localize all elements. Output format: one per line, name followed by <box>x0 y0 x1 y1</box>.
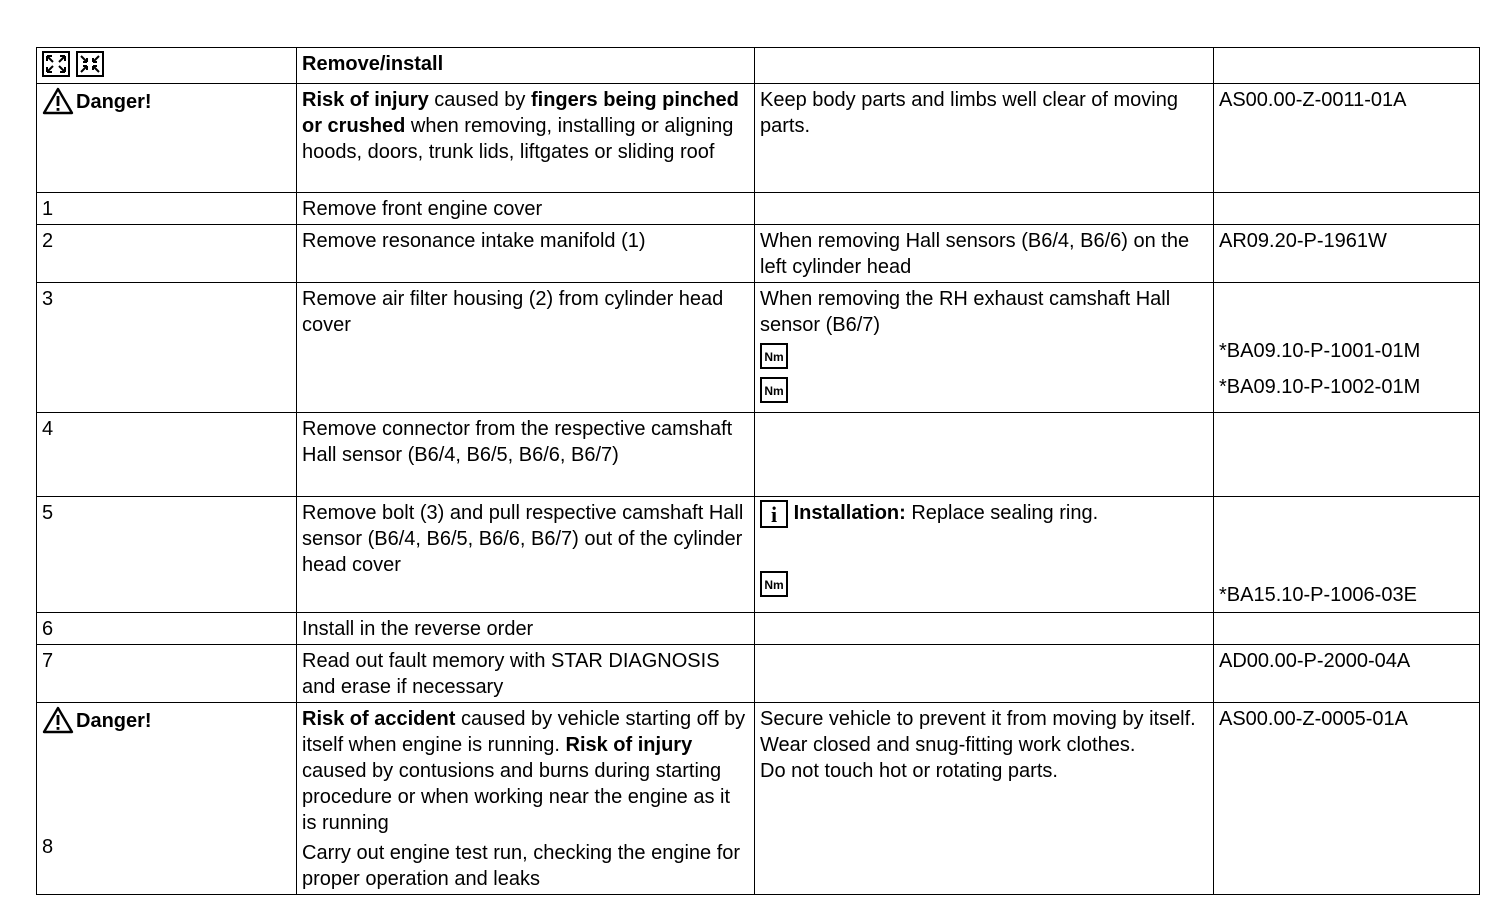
collapse-icon[interactable] <box>76 51 104 77</box>
step-text: Remove air filter housing (2) from cylinder head cover <box>297 283 755 413</box>
torque-nm-icon[interactable] <box>760 343 788 369</box>
warning-triangle-icon <box>42 706 74 734</box>
step-number: 2 <box>37 225 297 283</box>
header-icons-cell <box>37 48 297 84</box>
step-text: Remove connector from the respective camshaft Hall sensor (B6/4, B6/5, B6/6, B6/7) <box>297 413 755 497</box>
step-number: 6 <box>37 613 297 645</box>
svg-text:Nm: Nm <box>764 577 784 592</box>
step-number: 8 <box>42 836 54 858</box>
danger-label: Danger! <box>76 710 152 732</box>
header-title-cell <box>297 48 755 84</box>
danger-row-2 <box>37 703 1480 895</box>
torque-nm-icon[interactable] <box>760 571 788 597</box>
step-number: 7 <box>37 645 297 703</box>
svg-text:Nm: Nm <box>764 384 784 399</box>
danger-2-ref[interactable]: AS00.00-Z-0005-01A <box>1214 703 1480 895</box>
step-row-7 <box>37 645 1480 703</box>
step-text: Remove front engine cover <box>297 193 755 225</box>
step-number: 5 <box>37 497 297 613</box>
step-note: When removing Hall sensors (B6/4, B6/6) on the left cylinder head <box>755 225 1214 283</box>
danger-2-description: Risk of accident caused by vehicle starting off by itself when engine is running. Risk of injury caused by contusions and burns during starting procedure or when working near the engine as it is running <box>302 708 746 834</box>
danger-2-actions: Secure vehicle to prevent it from moving by itself. Wear closed and snug-fitting work clothes. Do not touch hot or rotating parts. <box>755 703 1214 895</box>
step-ref[interactable]: *BA09.10-P-1002-01M <box>1219 376 1421 398</box>
step-number: 3 <box>37 283 297 413</box>
step-number: 1 <box>37 193 297 225</box>
info-icon <box>760 500 788 528</box>
step-ref[interactable]: *BA09.10-P-1001-01M <box>1219 340 1421 362</box>
step-row-1 <box>37 193 1480 225</box>
step-ref-cell <box>1214 283 1480 413</box>
warning-triangle-icon <box>42 87 74 115</box>
step-row-3 <box>37 283 1480 413</box>
step-ref[interactable]: AR09.20-P-1961W <box>1214 225 1480 283</box>
step-ref-cell <box>1214 497 1480 613</box>
step-row-5 <box>37 497 1480 613</box>
torque-nm-icon[interactable] <box>760 377 788 403</box>
step-row-6 <box>37 613 1480 645</box>
danger-1-action: Keep body parts and limbs well clear of moving parts. <box>755 84 1214 193</box>
step-ref[interactable]: *BA15.10-P-1006-03E <box>1219 584 1417 606</box>
step-text: Read out fault memory with STAR DIAGNOSIS and erase if necessary <box>297 645 755 703</box>
svg-text:i: i <box>770 502 778 527</box>
step-text: Remove resonance intake manifold (1) <box>297 225 755 283</box>
header-title: Remove/install <box>302 53 444 75</box>
procedure-table <box>36 47 1480 895</box>
danger-row-1 <box>37 84 1480 193</box>
svg-text:Nm: Nm <box>764 349 784 364</box>
step-note: When removing the RH exhaust camshaft Hall sensor (B6/7) <box>760 288 1171 336</box>
step-row-2 <box>37 225 1480 283</box>
step-note-cell <box>755 497 1214 613</box>
danger-label: Danger! <box>76 91 152 113</box>
expand-icon[interactable] <box>42 51 70 77</box>
danger-1-ref[interactable]: AS00.00-Z-0011-01A <box>1214 84 1480 193</box>
step-text: Install in the reverse order <box>297 613 755 645</box>
installation-text: Replace sealing ring. <box>905 502 1099 524</box>
step-text: Remove bolt (3) and pull respective camshaft Hall sensor (B6/4, B6/5, B6/6, B6/7) out of the cylinder head cover <box>297 497 755 613</box>
installation-label: Installation: <box>793 502 906 524</box>
step-number: 4 <box>37 413 297 497</box>
step-ref[interactable]: AD00.00-P-2000-04A <box>1214 645 1480 703</box>
header-row <box>37 48 1480 84</box>
danger-1-description: Risk of injury caused by fingers being pinched or crushed when removing, installing or aligning hoods, doors, trunk lids, liftgates or sliding roof <box>297 84 755 193</box>
step-text: Carry out engine test run, checking the engine for proper operation and leaks <box>302 842 741 890</box>
step-row-4 <box>37 413 1480 497</box>
step-note-cell <box>755 283 1214 413</box>
